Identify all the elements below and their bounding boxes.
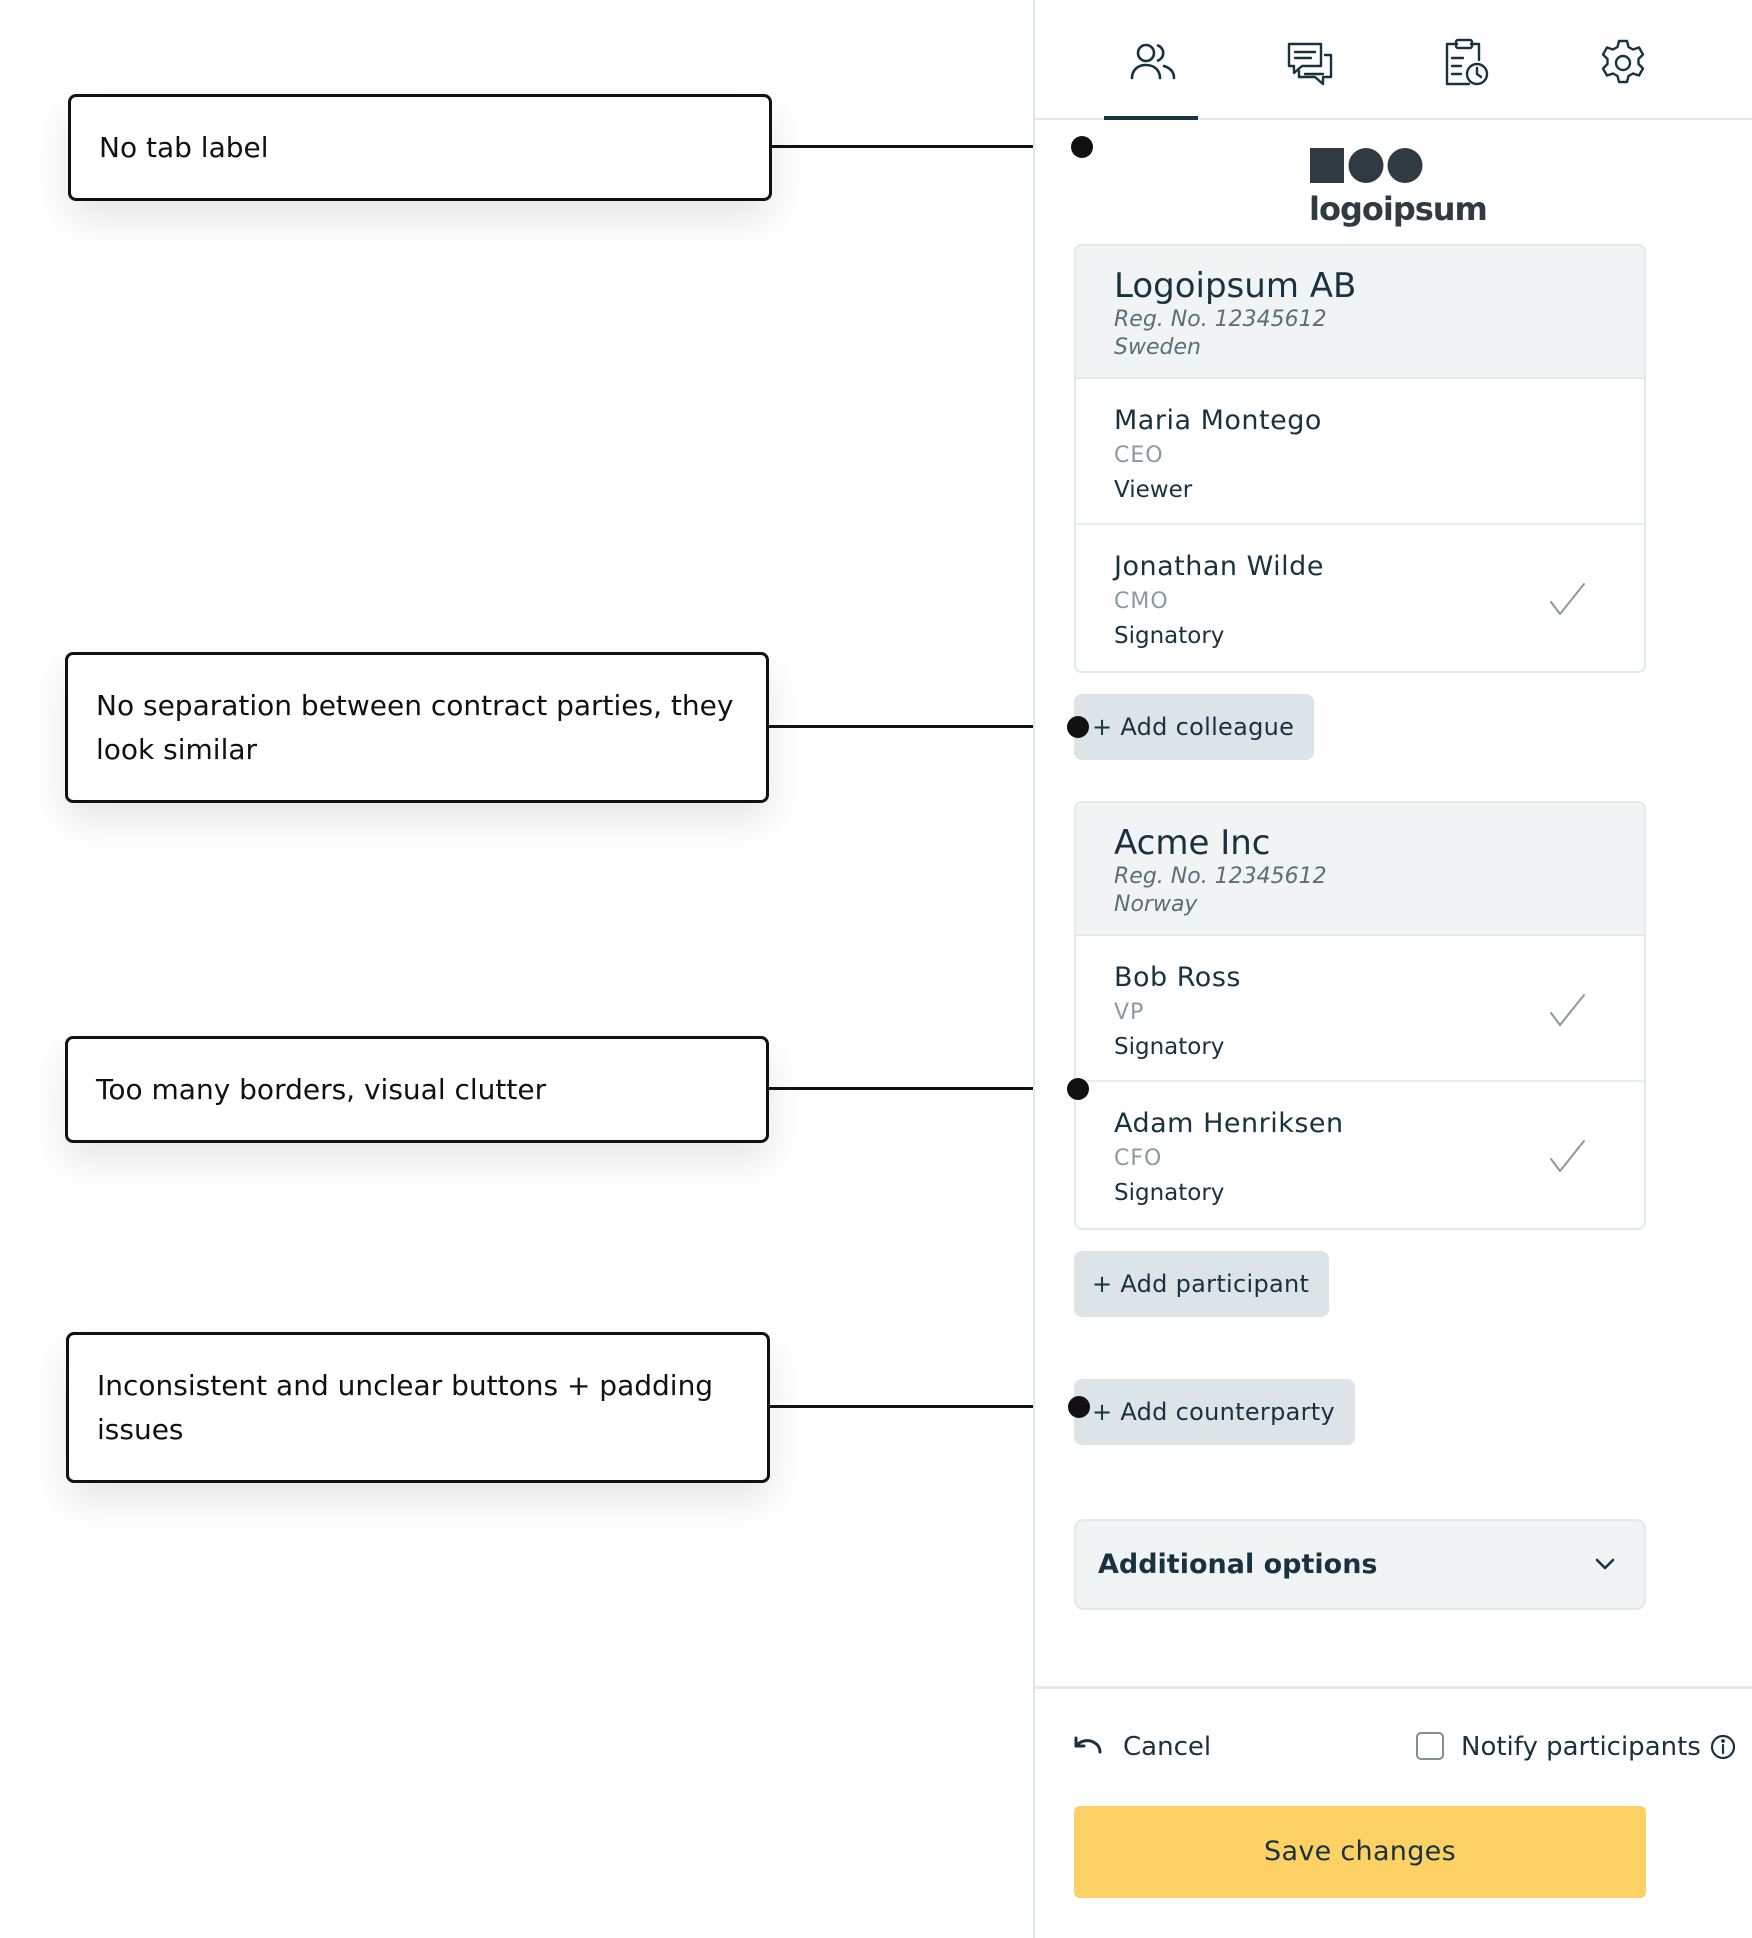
company-logo xyxy=(1309,148,1487,228)
participant-name: Adam Henriksen xyxy=(1114,1108,1344,1139)
tab-bar xyxy=(1035,0,1752,120)
party-header xyxy=(1076,803,1644,936)
notify-participants-option xyxy=(1416,1730,1701,1766)
chat-icon xyxy=(1285,38,1335,88)
party-name: Logoipsum AB xyxy=(1114,266,1357,306)
party-country: Norway xyxy=(1114,892,1198,917)
additional-options-dropdown[interactable] xyxy=(1074,1519,1646,1610)
tab-comments[interactable] xyxy=(1261,0,1355,118)
participants-panel xyxy=(1033,0,1752,1938)
participant-row[interactable] xyxy=(1076,1082,1644,1228)
check-icon xyxy=(1548,580,1586,618)
chevron-down-icon xyxy=(1594,1555,1616,1573)
check-icon xyxy=(1548,1137,1586,1175)
participant-row[interactable] xyxy=(1076,936,1644,1082)
check-icon xyxy=(1548,991,1586,1029)
party-country: Sweden xyxy=(1114,335,1201,360)
annotation-dot xyxy=(1071,136,1093,158)
add-counterparty-button[interactable]: + Add counterparty xyxy=(1074,1379,1355,1445)
party-reg-no: Reg. No. 12345612 xyxy=(1114,864,1327,889)
people-icon xyxy=(1128,38,1178,88)
annotation-dot xyxy=(1067,716,1089,738)
tab-participants[interactable] xyxy=(1104,0,1198,118)
annotation-party-separation xyxy=(65,652,769,803)
logo-mark xyxy=(1310,148,1480,188)
participant-role: Signatory xyxy=(1114,623,1225,649)
party-header xyxy=(1076,246,1644,379)
participant-title: CMO xyxy=(1114,589,1169,614)
participant-row[interactable] xyxy=(1076,379,1644,525)
annotation-text: Too many borders, visual clutter xyxy=(96,1072,547,1106)
info-icon[interactable] xyxy=(1710,1734,1736,1760)
logo-text: logoipsum xyxy=(1309,190,1487,228)
participant-role: Signatory xyxy=(1114,1180,1225,1206)
footer-divider xyxy=(1035,1686,1752,1689)
annotation-dot xyxy=(1068,1396,1090,1418)
annotation-visual-clutter xyxy=(65,1036,769,1143)
party-card xyxy=(1074,801,1646,1230)
participant-role: Signatory xyxy=(1114,1034,1225,1060)
participant-name: Jonathan Wilde xyxy=(1114,551,1324,582)
annotation-text: Inconsistent and unclear buttons + padding issues xyxy=(97,1368,714,1446)
participant-name: Bob Ross xyxy=(1114,962,1241,993)
annotation-text: No separation between contract parties, they look similar xyxy=(96,688,734,766)
participant-role: Viewer xyxy=(1114,477,1193,503)
notify-participants-label: Notify participants xyxy=(1461,1732,1701,1762)
add-colleague-button[interactable]: + Add colleague xyxy=(1074,694,1314,760)
save-changes-button[interactable]: Save changes xyxy=(1074,1806,1646,1898)
annotation-inconsistent-buttons xyxy=(66,1332,770,1483)
participant-title: CEO xyxy=(1114,443,1164,468)
annotation-text: No tab label xyxy=(99,130,269,164)
party-card xyxy=(1074,244,1646,673)
participant-row[interactable] xyxy=(1076,525,1644,671)
gear-icon xyxy=(1598,38,1648,88)
undo-icon xyxy=(1073,1735,1103,1757)
annotation-dot xyxy=(1067,1078,1089,1100)
add-participant-button[interactable]: + Add participant xyxy=(1074,1251,1329,1317)
participant-name: Maria Montego xyxy=(1114,405,1322,436)
additional-options-label: Additional options xyxy=(1098,1549,1378,1580)
clipboard-clock-icon xyxy=(1441,38,1491,88)
cancel-label: Cancel xyxy=(1123,1732,1212,1762)
participant-title: VP xyxy=(1114,1000,1145,1025)
tab-history[interactable] xyxy=(1417,0,1511,118)
tab-settings[interactable] xyxy=(1574,0,1668,118)
party-name: Acme Inc xyxy=(1114,823,1271,863)
party-reg-no: Reg. No. 12345612 xyxy=(1114,307,1327,332)
annotation-no-tab-label xyxy=(68,94,772,201)
participant-title: CFO xyxy=(1114,1146,1163,1171)
notify-participants-checkbox[interactable] xyxy=(1416,1732,1444,1760)
